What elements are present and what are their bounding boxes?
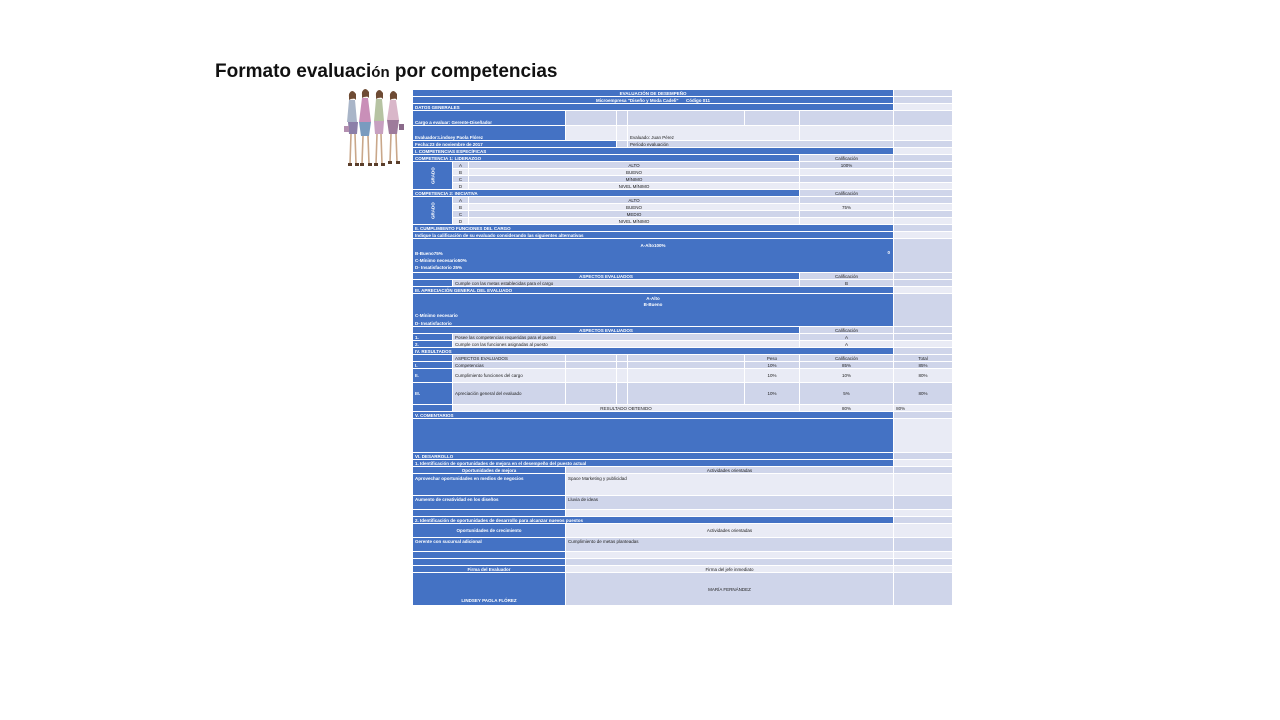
section-datos-generales: DATOS GENERALES	[413, 104, 894, 111]
level-label: BUENO	[469, 169, 800, 176]
results-header-calif: Calificación	[800, 355, 894, 362]
slide-title: Formato evaluación por competencias	[215, 61, 558, 82]
oportunidad-crecimiento: Gerente con sucursal adicional	[413, 538, 566, 552]
level-label: ALTO	[469, 162, 800, 169]
evaluado-field: Evaluado: Juan Pérez	[628, 126, 800, 141]
oportunidad-mejora: Aprovechar oportunidades en medios de negocios	[413, 474, 566, 496]
section-resultados: IV. RESULTADOS	[413, 348, 894, 355]
result-aspect: Apreciación general del evaluado	[453, 383, 566, 405]
comentarios-area	[413, 419, 894, 453]
form-header-title: EVALUACIÓN DE DESEMPEÑO	[413, 90, 894, 97]
identificacion-mejora: 1. Identificación de oportunidades de mejora en el desempeño del puesto actual	[413, 460, 894, 467]
result-total: 80%	[894, 383, 953, 405]
section-competencias: I. COMPETENCIAS ESPECÍFICAS	[413, 148, 894, 155]
firma-jefe-label: Firma del jefe inmediato	[566, 566, 894, 573]
result-calif: 10%	[800, 369, 894, 383]
oportunidades-crecimiento-header: Oportunidades de crecimiento	[413, 524, 566, 538]
level-label: ALTO	[469, 197, 800, 204]
competencia-iniciativa: COMPETENCIA 2: INICIATIVA	[413, 190, 800, 197]
resultado-obtenido-label: RESULTADO OBTENIDO	[453, 405, 800, 412]
level-label: MÍNIMO	[469, 176, 800, 183]
oportunidades-mejora-header: Oportunidades de mejora	[413, 467, 566, 474]
aprec-aspect: Posee las competencias requeridas para el puesto	[453, 334, 800, 341]
level-label: BUENO	[469, 204, 800, 211]
result-peso: 10%	[745, 383, 800, 405]
calificacion-header: Calificación	[800, 273, 894, 280]
aprec-score: A	[800, 341, 894, 348]
resultado-obtenido-total: 80%	[894, 405, 953, 412]
level-code: B	[453, 169, 469, 176]
periodo-field: Período evaluación	[628, 141, 894, 148]
level-code: C	[453, 211, 469, 218]
competencia-liderazgo: COMPETENCIA 1: LIDERAZGO	[413, 155, 800, 162]
actividad-mejora: Lluvia de ideas	[566, 496, 894, 510]
results-header-total: Total	[894, 355, 953, 362]
fashion-models-illustration	[343, 86, 405, 170]
results-header-peso: Peso	[745, 355, 800, 362]
result-total: 80%	[894, 369, 953, 383]
result-aspect: Competencias	[453, 362, 566, 369]
level-code: A	[453, 162, 469, 169]
level-code: A	[453, 197, 469, 204]
calificacion-header: Calificación	[800, 327, 894, 334]
actividad-crecimiento: Cumplimiento de metas planteadas	[566, 538, 894, 552]
level-label: MEDIO	[469, 211, 800, 218]
fecha-field: Fecha:23 de noviembre de 2017	[413, 141, 617, 148]
performance-evaluation-form	[412, 89, 953, 606]
aspectos-header: ASPECTOS EVALUADOS	[413, 273, 800, 280]
level-label: NIVEL MÍNIMO	[469, 218, 800, 225]
level-code: B	[453, 204, 469, 211]
aspecto-metas: Cumple con las metas establecidas para el cargo	[453, 280, 800, 287]
firmante-jefe: MARÍA FERNÁNDEZ	[566, 573, 894, 606]
actividades-header: Actividades orientadas	[566, 524, 894, 538]
form-header-company: Microempresa "Diseño y Moda Cadeli" Código 011	[413, 97, 894, 104]
result-calif: 5%	[800, 383, 894, 405]
section-comentarios: V. COMENTARIOS	[413, 412, 894, 419]
cargo-field: Cargo a evaluar: Gerente-Diseñador	[413, 111, 566, 126]
oportunidad-mejora: Aumento de creatividad en los diseños	[413, 496, 566, 510]
section-cumplimiento: II. CUMPLIMIENTO FUNCIONES DEL CARGO	[413, 225, 894, 232]
section-desarrollo: VI. DESARROLLO	[413, 453, 894, 460]
calificacion-header: Calificación	[800, 155, 894, 162]
row-number: III.	[413, 383, 453, 405]
firmante-evaluador: LINDSEY PAOLA FLÓREZ	[413, 573, 566, 606]
aspecto-metas-score: B	[800, 280, 894, 287]
level-code: C	[453, 176, 469, 183]
firma-evaluador-label: Firma del Evaluador	[413, 566, 566, 573]
aspectos-header: ASPECTOS EVALUADOS	[413, 327, 800, 334]
grado-label: GRADO	[413, 162, 453, 190]
level-label: NIVEL MÍNIMO	[469, 183, 800, 190]
row-number: II.	[413, 369, 453, 383]
level-code: D	[453, 218, 469, 225]
instructions-text: Indique la calificación de su evaluado considerando las siguientes alternativas	[413, 232, 894, 239]
liderazgo-score: 100%	[800, 162, 894, 169]
evaluador-field: Evaluador:Lindsey Paola Flórez	[413, 126, 566, 141]
aprec-score: A	[800, 334, 894, 341]
result-peso: 10%	[745, 369, 800, 383]
result-total: 85%	[894, 362, 953, 369]
result-calif: 85%	[800, 362, 894, 369]
grado-label: GRADO	[413, 197, 453, 225]
row-number: 2.	[413, 341, 453, 348]
result-peso: 10%	[745, 362, 800, 369]
calificacion-header: Calificación	[800, 190, 894, 197]
row-number: I.	[413, 362, 453, 369]
identificacion-desarrollo: 2. Identificación de oportunidades de desarrollo para alcanzar nuevos puestos	[413, 517, 894, 524]
iniciativa-score: 75%	[800, 204, 894, 211]
section-apreciacion: III. APRECIACIÓN GENERAL DEL EVALUADO	[413, 287, 894, 294]
aprec-aspect: Cumple con las funciones asignadas al puesto	[453, 341, 800, 348]
scale-cumplimiento: A-Alto100% 0 B-Bueno75% C-Mínimo necesario50% D- Insatisfactorio 25%	[413, 239, 894, 273]
actividad-mejora: Space Marketing y publicidad	[566, 474, 894, 496]
scale-apreciacion: A-Alto B-Bueno C-Mínimo necesario D- Insatisfactorio	[413, 294, 894, 327]
result-aspect: Cumplimiento funciones del cargo	[453, 369, 566, 383]
results-header-aspect: ASPECTOS EVALUADOS	[453, 355, 566, 362]
row-number: 1.	[413, 334, 453, 341]
level-code: D	[453, 183, 469, 190]
actividades-header: Actividades orientadas	[566, 467, 894, 474]
resultado-obtenido-value: 80%	[800, 405, 894, 412]
